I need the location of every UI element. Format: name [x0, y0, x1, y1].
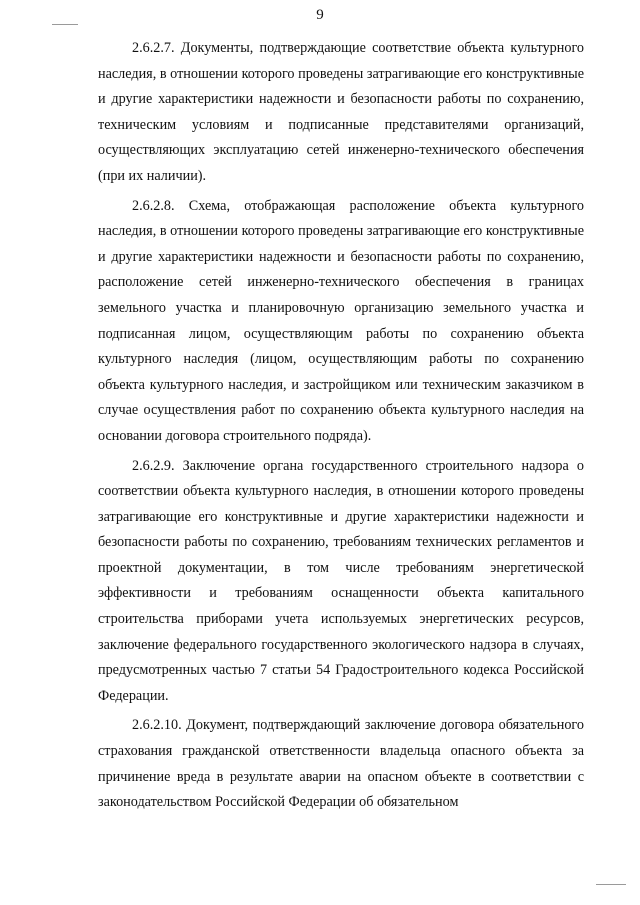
paragraph-2-6-2-10: 2.6.2.10. Документ, подтверждающий заключение договора обязательного страхования гражданской ответственности владельца опасного объекта за причинение вреда в результате аварии на опасном объекте в соответствии с законодательством Российской Федерации об обязательном: [98, 717, 584, 811]
paragraph-2-6-2-7: 2.6.2.7. Документы, подтверждающие соответствие объекта культурного наследия, в отношении которого проведены затрагивающие его конструктивные и другие характеристики надежности и безопасности работы по сохранению, техническим условиям и подписанные представителями организаций, осуществляющих эксплуатацию сетей инженерно-технического обеспечения (при их наличии).: [98, 40, 584, 184]
document-body: [98, 36, 584, 820]
scan-artifact: [596, 884, 626, 885]
paragraph-2-6-2-9: 2.6.2.9. Заключение органа государственного строительного надзора о соответствии объекта культурного наследия, в отношении которого проведены затрагивающие его конструктивные и другие характеристики надежности и безопасности работы по сохранению, требованиям технических регламентов и проектной документации, в том числе требованиям энергетической эффективности и требованиям оснащенности объекта капитального строительства приборами учета используемых энергетических ресурсов, заключение федерального государственного экологического надзора в случаях, предусмотренных частью 7 статьи 54 Градостроительного кодекса Российской Федерации.: [98, 457, 584, 704]
page-number: 9: [316, 7, 324, 23]
paragraph-2-6-2-8: 2.6.2.8. Схема, отображающая расположение объекта культурного наследия, в отношении которого проведены затрагивающие его конструктивные и другие характеристики надежности и безопасности работы по сохранению, расположение сетей инженерно-технического обеспечения в границах земельного участка и планировочную организацию земельного участка и подписанная лицом, осуществляющим работы по сохранению объекта культурного наследия (лицом, осуществляющим работы по сохранению объекта культурного наследия, и застройщиком или техническим заказчиком в случае осуществления работ по сохранению объекта культурного наследия на основании договора строительного подряда).: [98, 197, 584, 444]
scan-artifact: [52, 24, 78, 25]
